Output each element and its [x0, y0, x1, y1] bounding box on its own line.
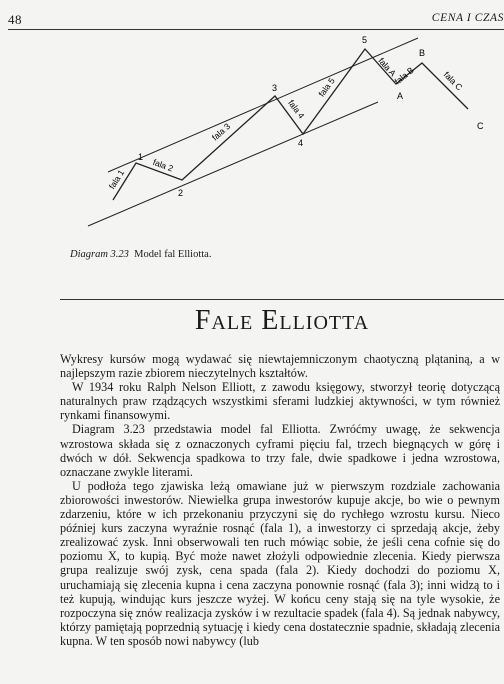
- point-label-1: 1: [138, 152, 144, 162]
- wave-label-4: fala 4: [286, 97, 307, 121]
- wave-label-b: fala B: [392, 64, 416, 87]
- wave-label-3: fala 3: [209, 121, 233, 143]
- section-rule: [60, 299, 504, 300]
- wave-label-c: fala C: [441, 69, 465, 93]
- page-header: [8, 12, 504, 28]
- paragraph: Wykresy kursów mogą wydawać się niewtajemniczonym chaotyczną plątaniną, a w najlepszym razie zbiorem nieczytelnych kształtów.: [60, 352, 500, 381]
- running-head: CENA I CZAS: [431, 12, 504, 24]
- wave-label-1: fala 1: [106, 167, 127, 191]
- point-label-3: 3: [272, 83, 278, 93]
- point-label-b: B: [419, 48, 426, 58]
- point-label-4: 4: [298, 138, 304, 148]
- caption-text: Model fal Elliotta.: [134, 249, 212, 260]
- paragraph: U podłoża tego zjawiska leżą omawiane już w pierwszym rozdziale zachowania zbiorowości inwestorów. Niewielka grupa inwestorów kupuje akcje, bo wie o pewnym zdarzeniu, które w ich przekonaniu przyczyni się do rychłego wzrostu kursu. Nieco później kurs zaczyna wyraźnie rosnąć (fala 1), a inwestorzy ci sprzedają akcje, żeby zrealizować zysk. Inni obserwowali ten ruch mówiąc sobie, że jeśli cena cofnie się do poziomu X, to kupią. Być może nawet złożyli odpowiednie zlecenia. Kiedy pierwsza grupa realizuje swój zysk, cena spada (fala 2). Kiedy dochodzi do poziomu X, uruchamiają się zlecenia kupna i cena zaczyna ponownie rosnąć (fala 3); inni widzą to i też kupują, windując kurs jeszcze wyżej. W końcu ceny stają się na tyle wysokie, że rozpoczyna się znów realizacja zysków i w rezultacie spadek (fala 4). Są jednak nabywcy, którzy pamiętają poprzednią sytuację i kiedy cena dostatecznie spadnie, składają zlecenia kupna. W ten sposób nowi nabywcy (lub: [60, 478, 500, 648]
- point-label-2: 2: [178, 188, 184, 198]
- caption-label: Diagram 3.23: [70, 249, 129, 260]
- point-label-5: 5: [362, 35, 368, 45]
- wave-label-5: fala 5: [316, 75, 337, 99]
- point-label-c: C: [477, 121, 484, 131]
- paragraph: W 1934 roku Ralph Nelson Elliott, z zawodu księgowy, stworzył teorię dotyczącą naturalnych praw rządzących wszystkimi sferami ludzkiej aktywności, w tym również rynkami finansowymi.: [60, 380, 500, 423]
- wave-label-2: fala 2: [151, 156, 175, 174]
- body-text: [60, 352, 500, 648]
- page-number: 48: [8, 12, 22, 27]
- paragraph: Diagram 3.23 przedstawia model fal Elliotta. Zwróćmy uwagę, że sekwencja wzrostowa składa się z oznaczonych cyframi pięciu fal, trzech biegnących w górę i dwóch w dół. Sekwencja spadkowa to trzy fale, dwie spadkowe i jedna wzrostowa, oznaczane zwykle literami.: [60, 422, 500, 479]
- section-title: Fale Elliotta: [194, 305, 370, 336]
- wave-label-a: fala A: [376, 55, 399, 79]
- point-label-a: A: [397, 91, 404, 101]
- diagram-caption: [70, 249, 211, 260]
- elliott-wave-diagram: [0, 30, 504, 240]
- lower-channel-line: [88, 102, 378, 226]
